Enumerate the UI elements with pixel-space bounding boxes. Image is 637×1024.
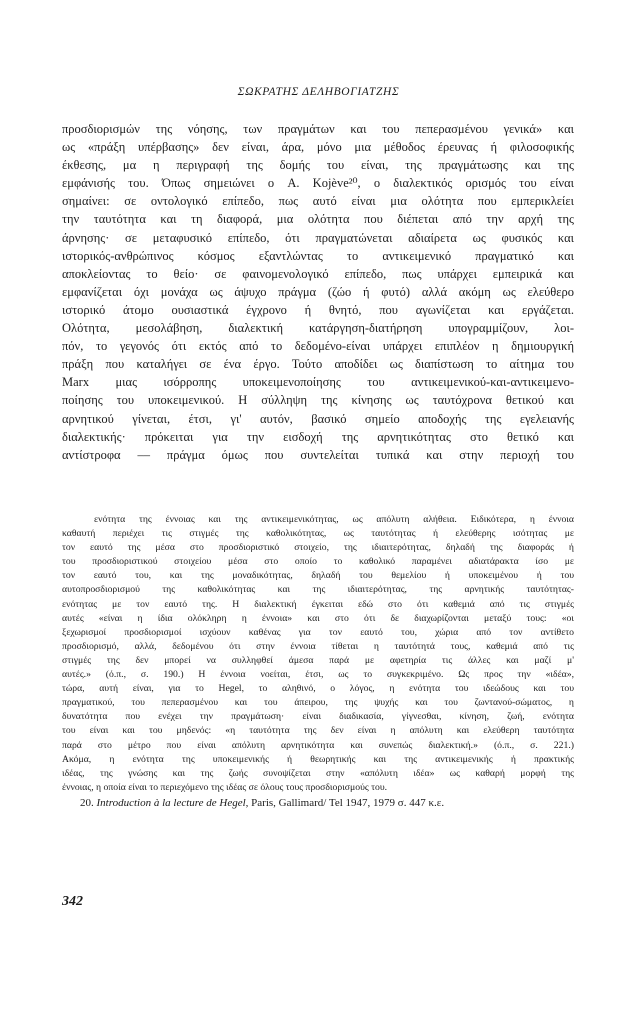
note-line: παρά στο μέτρο που είναι απόλυτη αρνητικότητα και συνεπώς διαλεκτική.» (ό.π., σ. 221.) bbox=[62, 739, 574, 751]
note-line: αυτές «είναι η ίδια ολόκληρη η έννοια» και στο ότι δε διαχωρίζονται μεταξύ τους: «οι bbox=[62, 612, 574, 624]
body-line: αντίστροφα –– πράγμα όμως που συντελείται τυπικά και στην περιοχή του bbox=[62, 447, 574, 462]
body-line: πράξη που καταλήγει σε ένα έργο. Τούτο αποδίδει ως διαπίστωση το αίτημα του bbox=[62, 357, 574, 372]
body-line: εμφανίζεται όχι μονάχα ως άψυχο πράγμα (ζώο ή φυτό) αλλά ακόμη ως ελεύθερο bbox=[62, 284, 574, 299]
body-line: Marx μιας ισόρροπης υποκειμενοποίησης του αντικειμενικού-και-αντικειμενο- bbox=[62, 375, 574, 390]
body-line: πόν, το γεγονός ότι εκτός από το δεδομένο-είναι υπάρχει επιπλέον η δημιουργική bbox=[62, 339, 574, 354]
note-line: δυνατότητα που ενέχει την πραγμάτωση· είναι διαδικασία, γίγνεσθαι, κίνηση, ζωή, ενότητα bbox=[62, 711, 574, 723]
note-line: τώρα, αυτή είναι, για το Hegel, το αληθινό, ο λόγος, η ενότητα του ιδεώδους και του bbox=[62, 683, 574, 695]
footnote-publication: Paris, Gallimard/ Tel 1947, 1979 σ. 447 κ.ε. bbox=[248, 796, 445, 809]
note-line: στιγμές της δεν μπορεί να συλληφθεί άμεσα παρά με αφετηρία τις άλλες και μαζί μ' bbox=[62, 654, 574, 666]
note-line: καθαυτή περιέχει τις στιγμές της καθολικότητας, ως ταυτότητας ή ελεύθερης ισότητας με bbox=[62, 528, 574, 540]
body-line: την ταυτότητα και τη διαφορά, μια ολότητα που διέπεται από την αρχή της bbox=[62, 212, 574, 227]
note-line: αυτοπροσδιορισμού της καθολικότητας και της ιδιαιτερότητας, της αρνητικής ταυτότητας- bbox=[62, 584, 574, 596]
note-line: ενότητα της έννοιας και της αντικειμενικότητας, ως απόλυτη αλήθεια. Ειδικότερα, η έννοια bbox=[94, 514, 574, 525]
body-line: εμφάνισής του. Όπως σημειώνει ο A. Kojève²⁰, ο διαλεκτικός ορισμός του είναι bbox=[62, 176, 574, 191]
body-line: ως «πράξη υπέρβασης» δεν είναι, άρα, μόνο μια μέθοδος έρευνας ή φιλοσοφικής bbox=[62, 140, 574, 155]
body-line: έκθεσης, μα η περιγραφή της δομής του είναι, της πραγμάτωσης και της bbox=[62, 158, 574, 173]
running-head: ΣΩΚΡΑΤΗΣ ΔΕΛΗΒΟΓΙΑΤΖΗΣ bbox=[237, 86, 400, 98]
note-line: προσδιορισμό, αλλά, δεδομένου ότι στην έννοια τίθεται η ταυτότητά τους, καθεμιά από τις bbox=[62, 640, 574, 652]
note-line: Ακόμα, η ενότητα της υποκειμενικής ή θεωρητικής και της αντικειμενικής ή πρακτικής bbox=[62, 753, 574, 765]
note-line: ξεχωρισμοί προσδιορισμοί ισχύουν καθένας για τον εαυτό του, χώρια από τον αντίθετο bbox=[62, 626, 574, 638]
body-line: αρνητικού γίνεται, έτσι, γι' αυτόν, βασικό σημείο αποδοχής της εγελειανής bbox=[62, 411, 574, 426]
footnote-20 bbox=[62, 796, 574, 811]
notes-section bbox=[62, 513, 574, 811]
note-line: του προσδιοριστικού στοιχείου μέσα στο οποίο το καθολικό παραμένει αδιατάρακτα ίσο με bbox=[62, 556, 574, 568]
body-line: ποίησης του υποκειμενικού. Η σύλληψη της κίνησης ως ταυτόχρονα θετικού και bbox=[62, 393, 574, 408]
body-line: άρνησης· σε μεταφυσικό επίπεδο, ότι πραγματώνεται αδιαίρετα ως φυσικός και bbox=[62, 230, 574, 245]
note-line: τον εαυτό της μέσα στο προσδιοριστικό στοιχείο, της ιδιαιτερότητας, δηλαδή της διαφοράς ή bbox=[62, 542, 574, 554]
note-line: πραγματικού, του πεπερασμένου και του άπειρου, της ψυχής και του ζωντανού-σώματος, η bbox=[62, 697, 574, 709]
note-line: αυτές.» (ό.π., σ. 190.) Η έννοια νοείται, έτσι, ως το συγκεκριμένο. Ως προς την «ιδέα», bbox=[62, 669, 574, 681]
body-line: Ολότητα, μεσολάβηση, διαλεκτική κατάργηση-διατήρηση υπογραμμίζουν, λοι- bbox=[62, 321, 574, 336]
footnote-number: 20. bbox=[80, 796, 94, 809]
note-line: του είναι και του μηδενός: «η ταυτότητα της δεν είναι η απόλυτη και ελεύθερη ταυτότητα bbox=[62, 725, 574, 737]
note-line: ενότητας με τον εαυτό της. Η διαλεκτική έγκειται εδώ στο ότι καθεμιά από τις στιγμές bbox=[62, 598, 574, 610]
note-line: τον εαυτό του, και της μοναδικότητας, δηλαδή του θεμελίου ή υποκειμένου ή του bbox=[62, 570, 574, 582]
footnote-title: Introduction à la lecture de Hegel, bbox=[96, 796, 249, 809]
note-line: έννοιας, η οποία είναι το περιεχόμενο της ιδέας σε όλους τους προσδιορισμούς του. bbox=[62, 781, 388, 793]
body-line: ιστορικό άτομο ουσιαστικά έγχρονο ή θνητό, που αγωνίζεται και εργάζεται. bbox=[62, 302, 574, 317]
body-line: αποκλείοντας το θείο· σε φαινομενολογικό επίπεδο, πως υπάρχει εμπειρικά και bbox=[62, 266, 574, 281]
note-line: ιδέας, της γνώσης και της ζωής συνοψίζεται στην «απόλυτη ιδέα» ως καθαρή μορφή της bbox=[62, 767, 574, 779]
page-number: 342 bbox=[62, 894, 83, 909]
body-line: σημαίνει: σε οντολογικό επίπεδο, πως αυτό είναι μια ολότητα που εμπερικλείει bbox=[62, 194, 574, 209]
main-text bbox=[62, 120, 574, 464]
body-line: προσδιορισμών της νόησης, των πραγμάτων και του πεπερασμένου γενικά» και bbox=[62, 122, 574, 136]
body-line: ιστορικός-ανθρώπινος κόσμος εξαντλώντας το αντικειμενικό πραγματικό και bbox=[62, 248, 574, 263]
body-line: διαλεκτικής· πρόκειται για την εισδοχή της αρνητικότητας στο θετικό και bbox=[62, 429, 574, 444]
